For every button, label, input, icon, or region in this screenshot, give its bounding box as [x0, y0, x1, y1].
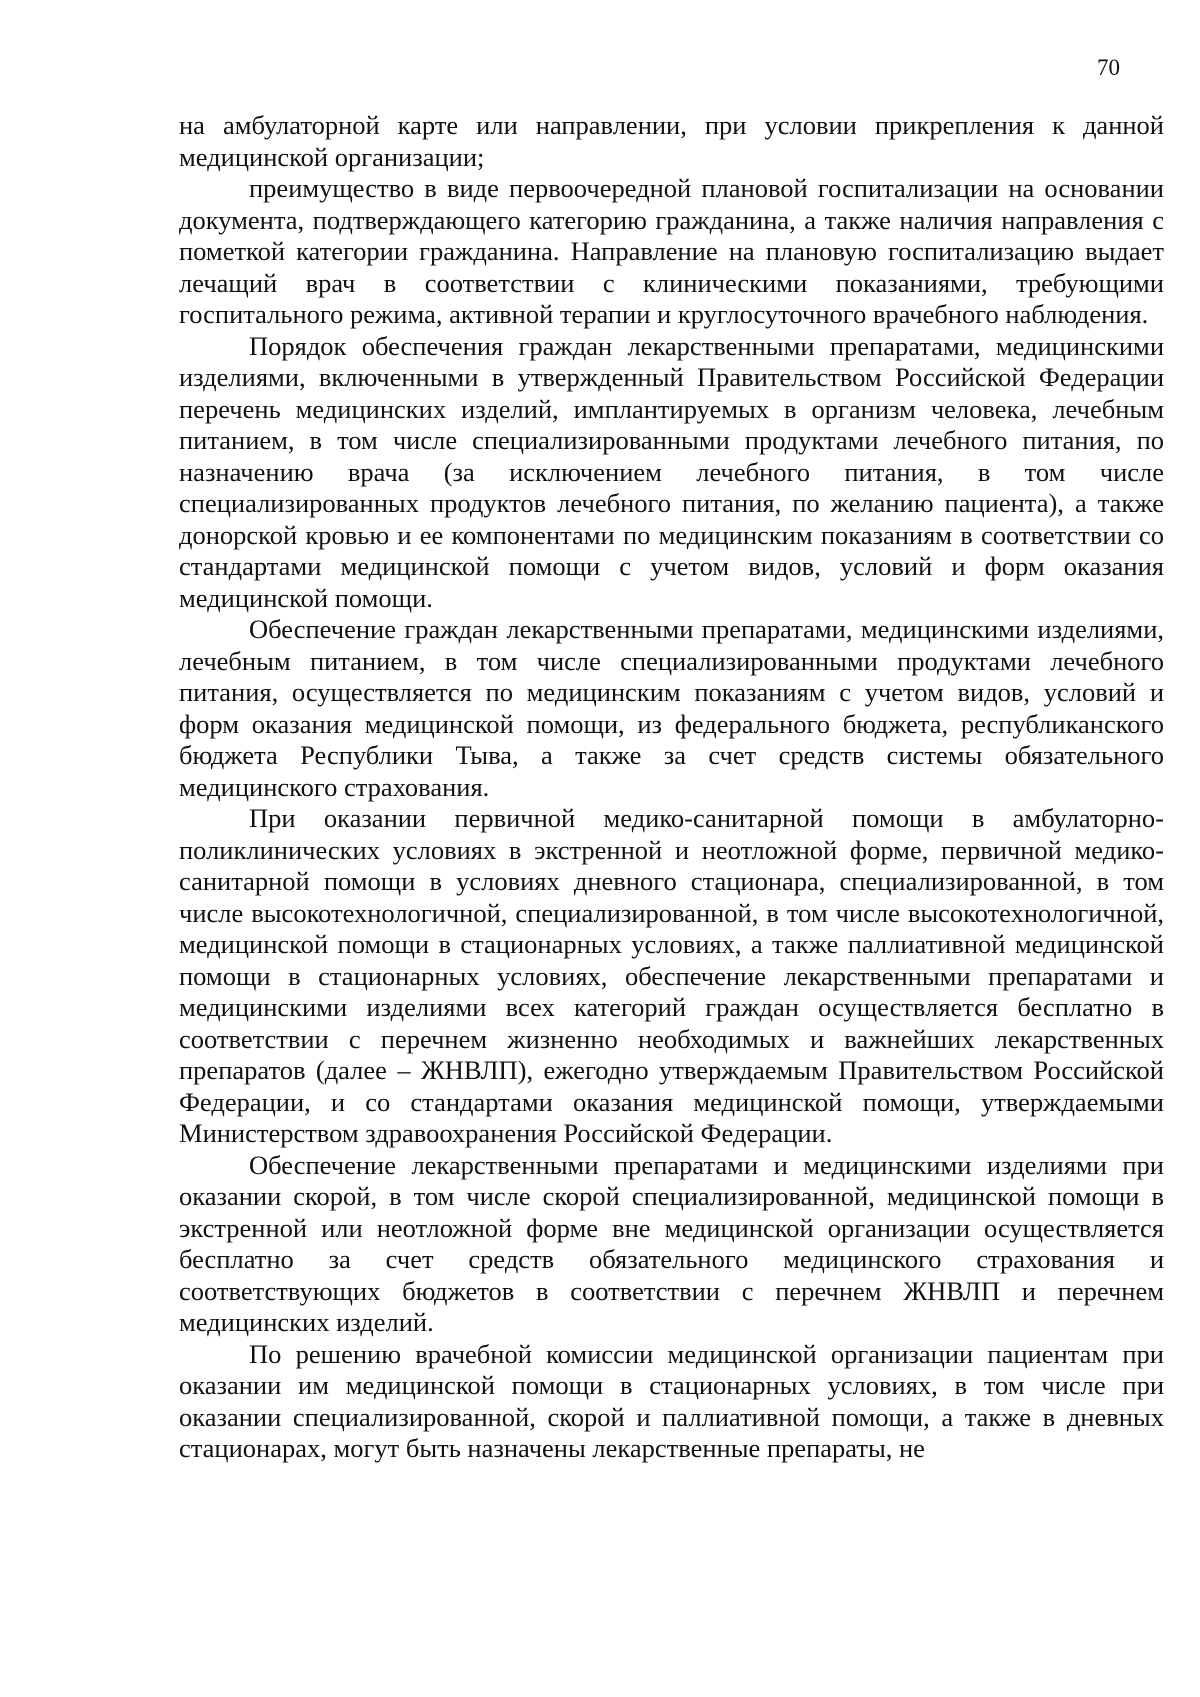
paragraph-5-primary-care: При оказании первичной медико-санитарной помощи в амбулаторно-поликлинических условиях в экстренной и неотложной форме, первичной медико-санитарной помощи в условиях дневного стационара, специализированной, в том числе высокотехнологичной, специализированной, в том числе высокотехнологичной, медицинской помощи в стационарных условиях, а также паллиативной медицинской помощи в стационарных условиях, обеспечение лекарственными препаратами и медицинскими изделиями всех категорий граждан осуществляется бесплатно в соответствии с перечнем жизненно необходимых и важнейших лекарственных препаратов (далее – ЖНВЛП), ежегодно утверждаемым Правительством Российской Федерации, и со стандартами оказания медицинской помощи, утверждаемыми Министерством здравоохранения Российской Федерации.: [179, 803, 1164, 1148]
paragraph-6-emergency-care: Обеспечение лекарственными препаратами и медицинскими изделиями при оказании скорой, в том числе скорой специализированной, медицинской помощи в экстренной или неотложной форме вне медицинской организации осуществляется бесплатно за счет средств обязательного медицинского страхования и соответствующих бюджетов в соответствии с перечнем ЖНВЛП и перечнем медицинских изделий.: [179, 1149, 1164, 1337]
paragraph-2-priority-hospitalization: преимущество в виде первоочередной плановой госпитализации на основании документа, подтверждающего категорию гражданина, а также наличия направления с пометкой категории гражданина. Направление на плановую госпитализацию выдает лечащий врач в соответствии с клиническими показаниями, требующими госпитального режима, активной терапии и круглосуточного врачебного наблюдения.: [179, 173, 1164, 329]
paragraph-7-medical-commission: По решению врачебной комиссии медицинской организации пациентам при оказании им медицинской помощи в стационарных условиях, в том числе при оказании специализированной, скорой и паллиативной помощи, а также в дневных стационарах, могут быть назначены лекарственные препараты, не: [179, 1338, 1164, 1463]
paragraph-3-provision-order: Порядок обеспечения граждан лекарственными препаратами, медицинскими изделиями, включенными в утвержденный Правительством Российской Федерации перечень медицинских изделий, имплантируемых в организм человека, лечебным питанием, в том числе специализированными продуктами лечебного питания, по назначению врача (за исключением лечебного питания, в том числе специализированных продуктов лечебного питания, по желанию пациента), а также донорской кровью и ее компонентами по медицинским показаниям в соответствии со стандартами медицинской помощи с учетом видов, условий и форм оказания медицинской помощи.: [179, 330, 1164, 613]
paragraph-4-provision-funding: Обеспечение граждан лекарственными препаратами, медицинскими изделиями, лечебным питанием, в том числе специализированными продуктами лечебного питания, осуществляется по медицинским показаниям с учетом видов, условий и форм оказания медицинской помощи, из федерального бюджета, республиканского бюджета Республики Тыва, а также за счет средств системы обязательного медицинского страхования.: [179, 614, 1164, 802]
document-body: [179, 110, 1164, 1465]
paragraph-1-continuation: на амбулаторной карте или направлении, при условии прикрепления к данной медицинской организации;: [179, 110, 1164, 172]
page-number: 70: [1097, 55, 1120, 80]
